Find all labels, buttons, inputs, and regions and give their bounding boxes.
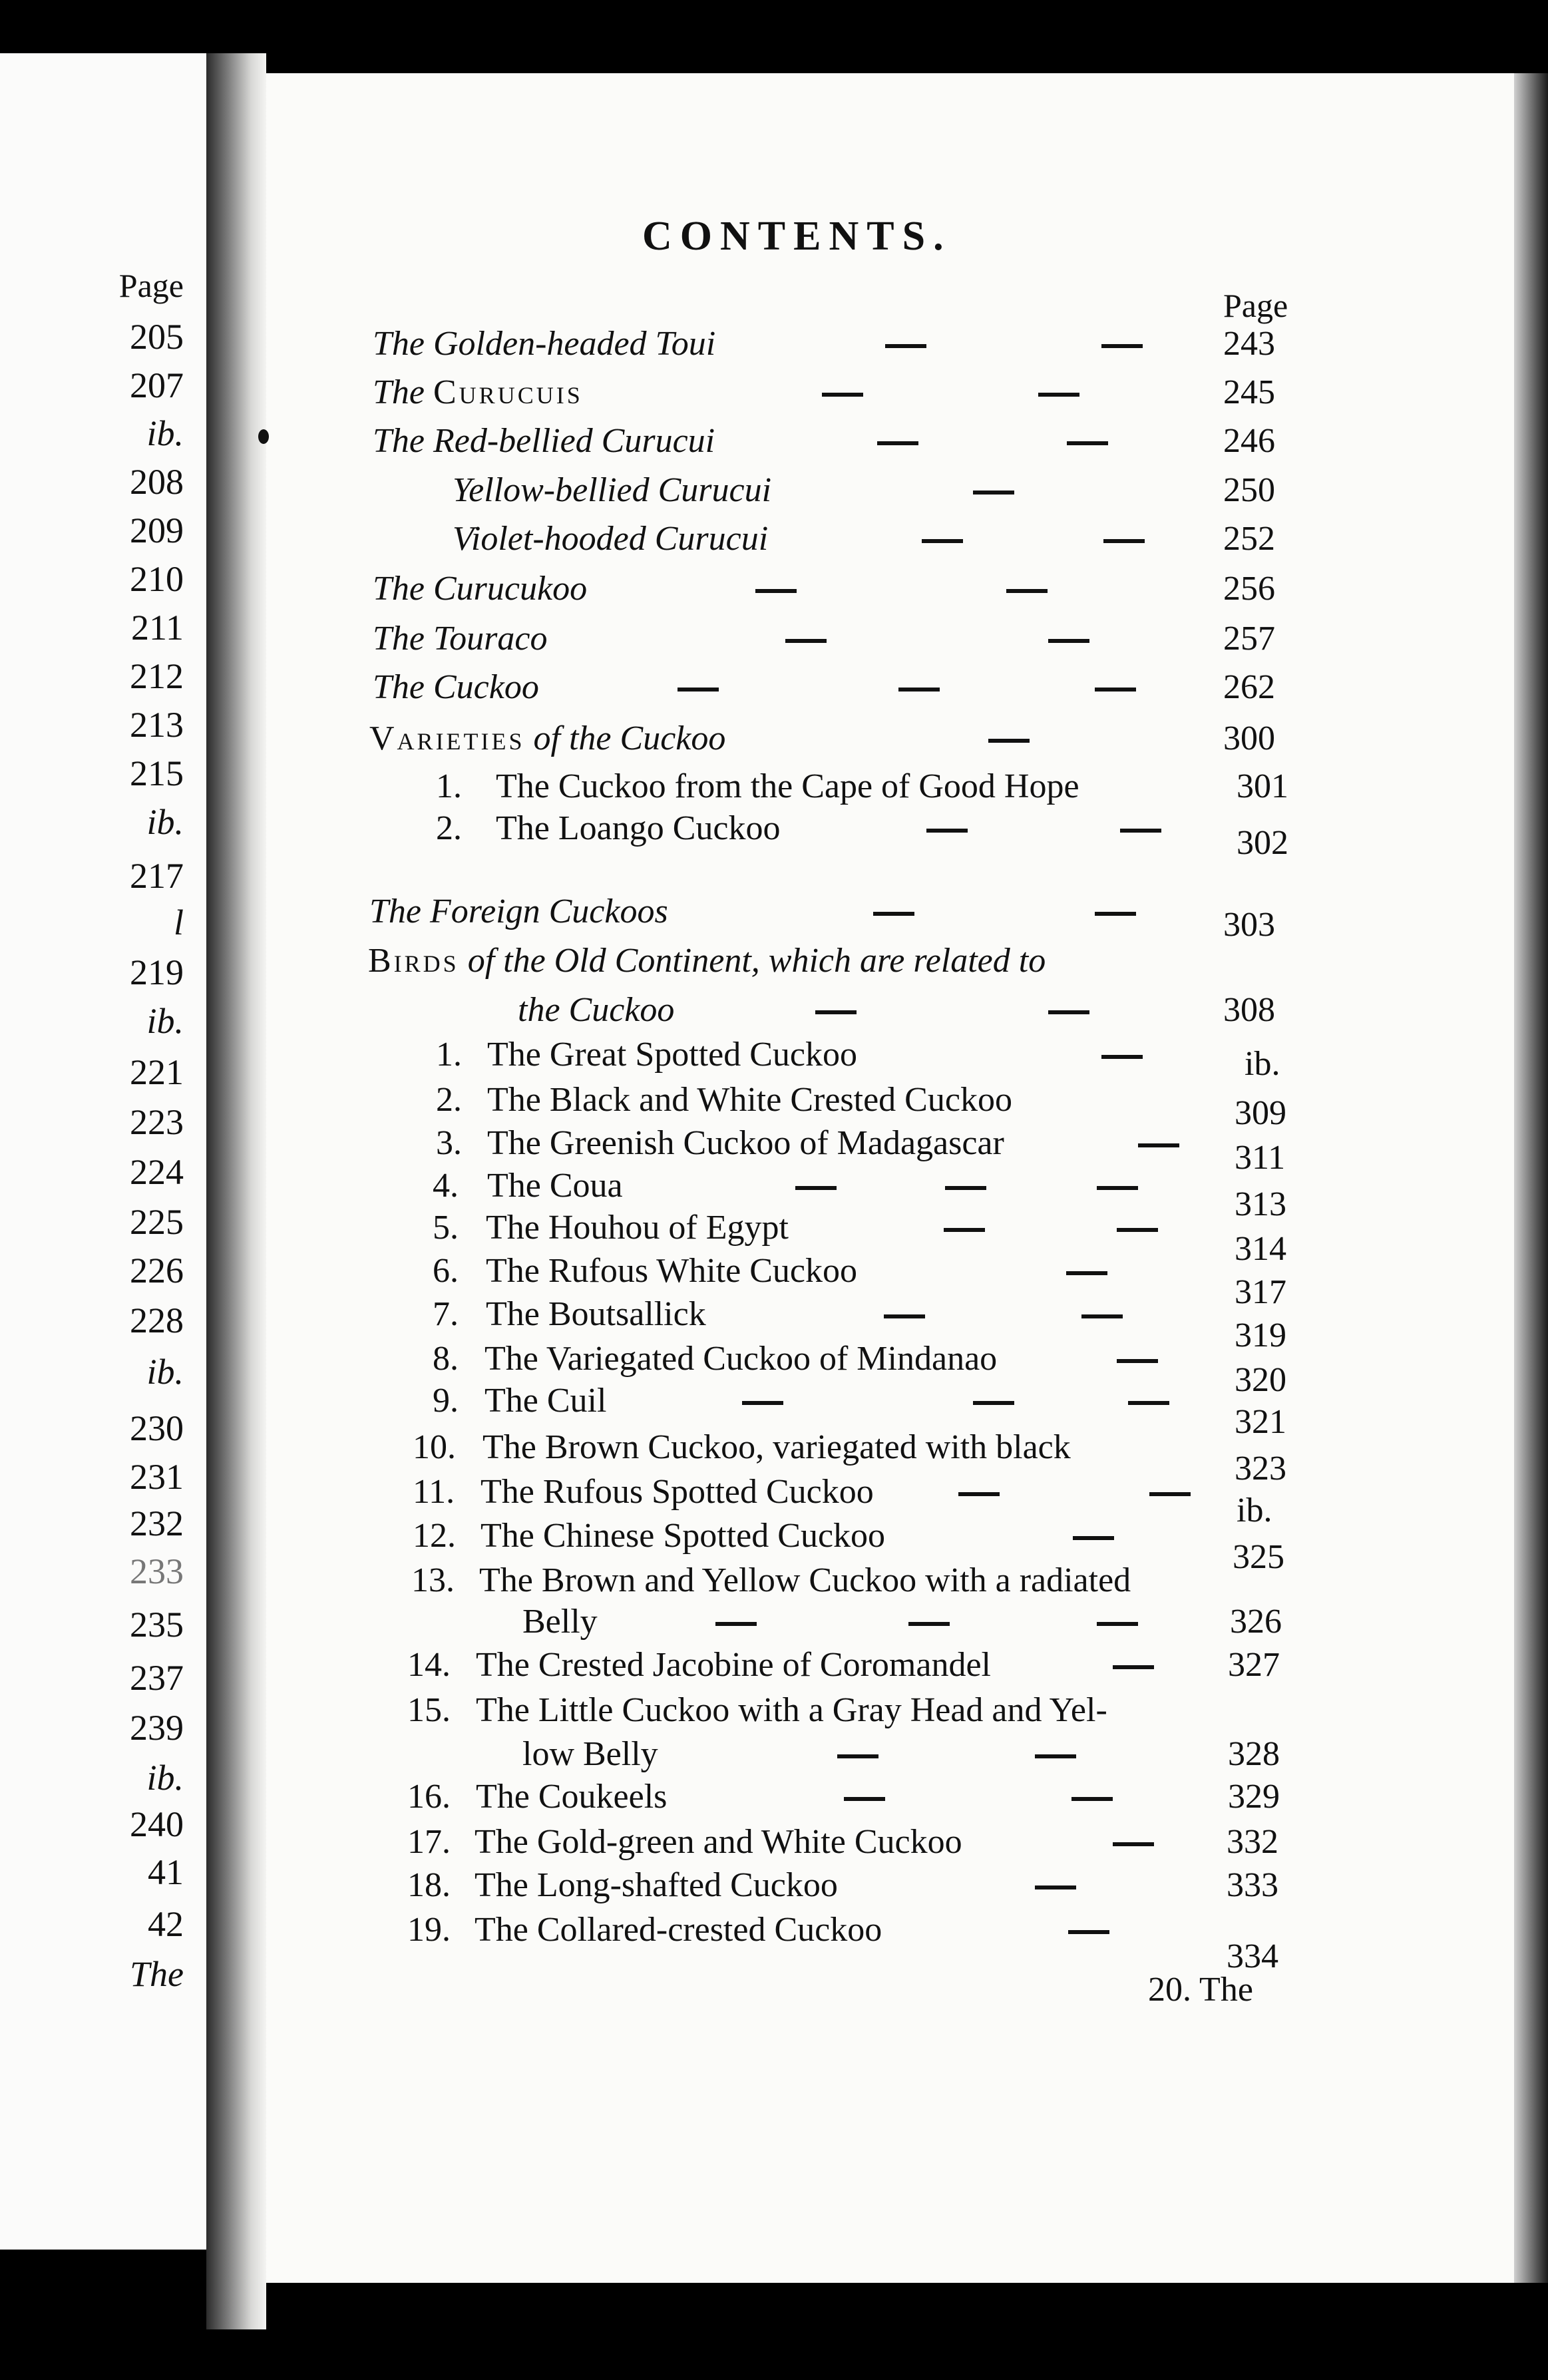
entry-title: low Belly <box>522 1735 658 1773</box>
entry-title: Violet-hooded Curucui <box>453 520 769 558</box>
entry-number: 13. <box>411 1561 455 1599</box>
entry-title: Varieties of the Cuckoo <box>369 719 726 757</box>
entry-page: 323 <box>1235 1450 1286 1487</box>
entry-page: 256 <box>1223 570 1275 608</box>
leader-dash <box>922 539 963 543</box>
contents-entry <box>0 990 1548 1033</box>
entry-page: 308 <box>1223 991 1275 1029</box>
leader-dash <box>1095 912 1136 916</box>
leader-dash <box>715 1622 757 1626</box>
entry-page: 333 <box>1227 1866 1278 1904</box>
entry-title: The Little Cuckoo with a Gray Head and Yel- <box>476 1691 1107 1729</box>
contents-entry <box>0 1080 1548 1132</box>
contents-entry <box>0 668 1548 710</box>
entry-title: The Rufous Spotted Cuckoo <box>481 1473 874 1511</box>
entry-title: The Red-bellied Curucui <box>373 422 715 460</box>
catchword: 20. The <box>1148 1971 1253 2009</box>
entry-title: The Collared-crested Cuckoo <box>475 1911 882 1949</box>
left-page-number: 221 <box>130 1052 184 1092</box>
entry-title: The Loango Cuckoo <box>496 809 781 847</box>
leader-dash <box>1101 344 1143 348</box>
leader-dash <box>1113 1665 1154 1669</box>
entry-title: The Black and White Crested Cuckoo <box>487 1081 1012 1119</box>
entry-page: 314 <box>1235 1230 1286 1268</box>
left-page-number: 224 <box>130 1152 184 1192</box>
entry-page: 319 <box>1235 1316 1286 1354</box>
left-page-number: 237 <box>130 1658 184 1698</box>
entry-page: 327 <box>1228 1646 1280 1684</box>
leader-dash <box>1081 1314 1123 1318</box>
contents-entry <box>0 892 1548 944</box>
entry-page: 246 <box>1223 422 1275 460</box>
entry-page: 329 <box>1228 1778 1280 1816</box>
left-page-number: 207 <box>130 365 184 405</box>
left-page-number: ib. <box>146 802 184 842</box>
leader-dash <box>926 829 968 833</box>
contents-entry <box>0 619 1548 662</box>
entry-title: The Brown Cuckoo, variegated with black <box>483 1428 1071 1466</box>
entry-number: 7. <box>433 1295 459 1333</box>
left-page-number: The <box>130 1954 184 1994</box>
leader-dash <box>958 1492 1000 1496</box>
contents-entry <box>0 569 1548 612</box>
entry-title: Yellow-bellied Curucui <box>453 471 772 509</box>
entry-page: 243 <box>1223 325 1275 363</box>
leader-dash <box>844 1797 885 1801</box>
left-page-number: ib. <box>146 413 184 453</box>
left-page-number: 223 <box>130 1102 184 1142</box>
leader-dash <box>1120 829 1161 833</box>
entry-title: The Foreign Cuckoos <box>369 892 668 930</box>
entry-page: 325 <box>1233 1538 1284 1576</box>
left-page-number: 225 <box>130 1202 184 1242</box>
leader-dash <box>837 1754 878 1758</box>
left-page-number: 212 <box>130 656 184 696</box>
leader-dash <box>1048 639 1089 643</box>
contents-entry <box>0 1690 1548 1733</box>
entry-number: 15. <box>407 1691 451 1729</box>
entry-title: The Boutsallick <box>486 1295 706 1333</box>
contents-entry <box>0 324 1548 367</box>
entry-title: The Coua <box>487 1167 623 1205</box>
entry-title: The Curucukoo <box>373 570 588 608</box>
entry-page: 334 <box>1227 1937 1278 1975</box>
contents-entry <box>0 421 1548 464</box>
left-page-number: 205 <box>130 317 184 357</box>
contents-entry <box>0 809 1548 862</box>
left-page-header: Page <box>118 267 184 304</box>
entry-page: 302 <box>1237 824 1288 862</box>
leader-dash <box>973 491 1014 495</box>
contents-entry <box>0 1251 1548 1311</box>
page-column-header: Page <box>1223 287 1288 324</box>
entry-page: 257 <box>1223 620 1275 658</box>
contents-entry <box>0 471 1548 513</box>
entry-page: 321 <box>1235 1403 1286 1441</box>
left-page-number: 219 <box>130 952 184 992</box>
entry-page: 303 <box>1223 906 1275 944</box>
leader-dash <box>1097 1186 1138 1190</box>
leader-dash <box>1117 1359 1158 1363</box>
entry-page: 328 <box>1228 1735 1280 1773</box>
contents-entry <box>0 519 1548 562</box>
entry-page: ib. <box>1237 1491 1272 1529</box>
left-page-number: 230 <box>130 1408 184 1448</box>
contents-entry <box>0 1910 1548 1975</box>
entry-number: 9. <box>433 1382 459 1420</box>
leader-dash <box>908 1622 950 1626</box>
contents-entry <box>0 941 1548 984</box>
entry-number: 2. <box>436 1081 462 1119</box>
left-page-number: 232 <box>130 1503 184 1543</box>
leader-dash <box>1068 1930 1109 1934</box>
contents-entry <box>0 1734 1548 1777</box>
entry-title: The Golden-headed Toui <box>373 325 716 363</box>
entry-number: 12. <box>413 1517 456 1555</box>
left-page-number: l <box>173 902 184 942</box>
entry-page: 262 <box>1223 668 1275 706</box>
leader-dash <box>1103 539 1145 543</box>
entry-page: 320 <box>1235 1361 1286 1399</box>
contents-entry <box>0 767 1548 809</box>
leader-dash <box>1038 393 1079 397</box>
leader-dash <box>1101 1055 1143 1059</box>
leader-dash <box>1066 1271 1107 1275</box>
leader-dash <box>885 344 926 348</box>
entry-page: 313 <box>1235 1185 1286 1223</box>
leader-dash <box>973 1401 1014 1405</box>
entry-title: The Coukeels <box>476 1778 668 1816</box>
leader-dash <box>1095 688 1136 692</box>
left-page-number: 217 <box>130 856 184 896</box>
entry-page: 250 <box>1223 471 1275 509</box>
leader-dash <box>1097 1622 1138 1626</box>
left-page-number: 210 <box>130 559 184 599</box>
leader-dash <box>785 639 827 643</box>
entry-number: 1. <box>436 1036 462 1074</box>
leader-dash <box>1035 1754 1076 1758</box>
entry-title: The Cuckoo from the Cape of Good Hope <box>496 767 1079 805</box>
entry-page: 309 <box>1235 1094 1286 1132</box>
entry-title: The Chinese Spotted Cuckoo <box>481 1517 886 1555</box>
entry-number: 3. <box>436 1124 462 1162</box>
leader-dash <box>944 1228 985 1232</box>
entry-page: 332 <box>1227 1823 1278 1861</box>
entry-number: 1. <box>436 767 462 805</box>
leader-dash <box>742 1401 783 1405</box>
left-page-number: 41 <box>148 1852 184 1892</box>
left-page-number: 215 <box>130 753 184 793</box>
leader-dash <box>677 688 719 692</box>
contents-entry <box>0 1561 1548 1603</box>
entry-number: 10. <box>413 1428 456 1466</box>
entry-number: 4. <box>433 1167 459 1205</box>
leader-dash <box>795 1186 837 1190</box>
page-title: CONTENTS. <box>642 214 952 259</box>
entry-title: The Cuckoo <box>373 668 539 706</box>
entry-title: The Touraco <box>373 620 548 658</box>
leader-dash <box>877 441 918 445</box>
entry-title: The Variegated Cuckoo of Mindanao <box>484 1340 998 1378</box>
entry-title: The Great Spotted Cuckoo <box>487 1036 857 1074</box>
left-page-number: 208 <box>130 462 184 502</box>
contents-entry <box>0 719 1548 761</box>
leader-dash <box>1117 1228 1158 1232</box>
entry-number: 2. <box>436 809 462 847</box>
left-page-number: 226 <box>130 1251 184 1290</box>
entry-number: 16. <box>407 1778 451 1816</box>
entry-number: 17. <box>407 1823 451 1861</box>
entry-title: The Crested Jacobine of Coromandel <box>476 1646 991 1684</box>
left-page-number: 213 <box>130 705 184 745</box>
entry-title: the Cuckoo <box>518 991 675 1029</box>
left-page-number: 240 <box>130 1804 184 1844</box>
entry-page: 311 <box>1235 1139 1286 1177</box>
leader-dash <box>815 1010 857 1014</box>
left-page-number: 235 <box>130 1605 184 1645</box>
leader-dash <box>1048 1010 1089 1014</box>
leader-dash <box>1006 589 1048 593</box>
entry-page: ib. <box>1245 1045 1280 1083</box>
entry-title: The Rufous White Cuckoo <box>486 1252 857 1290</box>
entry-title: Birds of the Old Continent, which are related to <box>368 942 1046 980</box>
left-page-number: ib. <box>146 1758 184 1798</box>
leader-dash <box>1113 1842 1154 1846</box>
entry-number: 6. <box>433 1252 459 1290</box>
contents-entry <box>0 1777 1548 1820</box>
entry-title: The Cuil <box>484 1382 607 1420</box>
contents-entry <box>0 1822 1548 1865</box>
leader-dash <box>755 589 797 593</box>
entry-title: The Houhou of Egypt <box>486 1209 789 1247</box>
entry-number: 5. <box>433 1209 459 1247</box>
entry-page: 245 <box>1223 373 1275 411</box>
leader-dash <box>1138 1143 1179 1147</box>
leader-dash <box>822 393 863 397</box>
leader-dash <box>1128 1401 1169 1405</box>
leader-dash <box>1073 1536 1114 1540</box>
contents-entry <box>0 1645 1548 1688</box>
entry-title: The Brown and Yellow Cuckoo with a radiated <box>479 1561 1131 1599</box>
left-page-number: 209 <box>130 510 184 550</box>
leader-dash <box>945 1186 986 1190</box>
contents-entry <box>0 373 1548 415</box>
left-page-number: 42 <box>148 1904 184 1944</box>
left-page-number: 228 <box>130 1300 184 1340</box>
left-page-number: 211 <box>131 608 184 648</box>
entry-number: 18. <box>407 1866 451 1904</box>
entry-number: 11. <box>413 1473 455 1511</box>
entry-number: 14. <box>407 1646 451 1684</box>
entry-page: 252 <box>1223 520 1275 558</box>
entry-page: 301 <box>1237 767 1288 805</box>
leader-dash <box>1035 1885 1076 1889</box>
entry-title: The Greenish Cuckoo of Madagascar <box>487 1124 1004 1162</box>
leader-dash <box>873 912 914 916</box>
leader-dash <box>1071 1797 1113 1801</box>
leader-dash <box>898 688 940 692</box>
entry-page: 317 <box>1235 1273 1286 1311</box>
left-page-number: 231 <box>130 1457 184 1497</box>
contents-entry <box>0 1035 1548 1083</box>
entry-number: 8. <box>433 1340 459 1378</box>
entry-title: The Long-shafted Cuckoo <box>475 1866 838 1904</box>
leader-dash <box>1067 441 1108 445</box>
entry-page: 300 <box>1223 719 1275 757</box>
contents-entry <box>0 1294 1548 1354</box>
entry-title: Belly <box>522 1603 598 1641</box>
left-page-number: ib. <box>146 1001 184 1041</box>
left-page-number: 233 <box>130 1551 184 1591</box>
entry-title: The Curucuis <box>373 373 583 411</box>
contents-entry <box>0 1602 1548 1645</box>
entry-page: 326 <box>1230 1603 1282 1641</box>
contents-entry <box>0 1866 1548 1908</box>
leader-dash <box>884 1314 925 1318</box>
contents-entry <box>0 1208 1548 1268</box>
leader-dash <box>988 739 1030 743</box>
entry-title: The Gold-green and White Cuckoo <box>475 1823 962 1861</box>
leader-dash <box>1149 1492 1191 1496</box>
left-page-number: ib. <box>146 1352 184 1392</box>
contents-entry <box>0 1339 1548 1399</box>
left-page-number: 239 <box>130 1708 184 1748</box>
entry-number: 19. <box>407 1911 451 1949</box>
